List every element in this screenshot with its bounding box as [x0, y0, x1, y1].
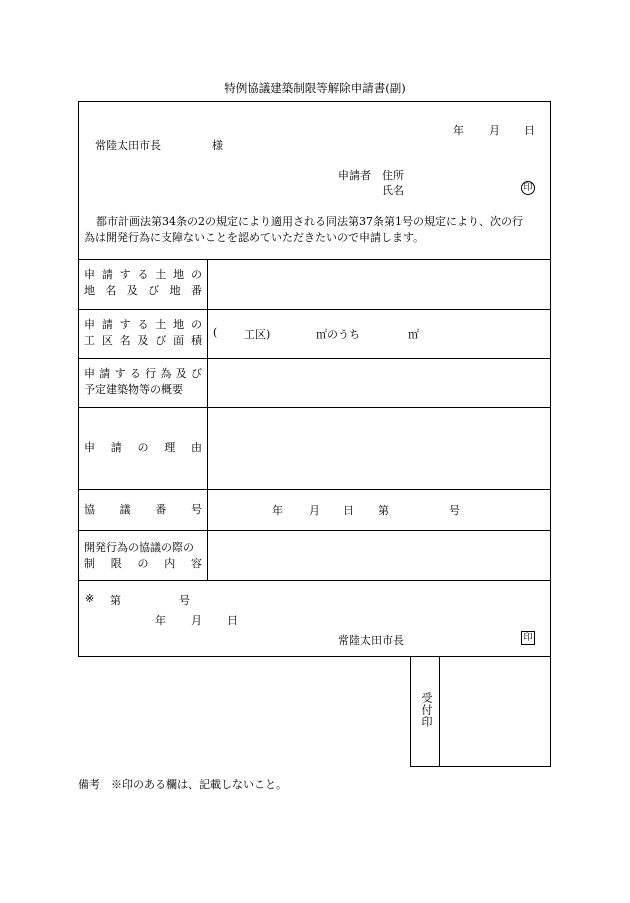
office-go: 号	[179, 594, 190, 607]
label-char: 地	[173, 318, 185, 331]
label-char: 請	[101, 268, 113, 281]
label-char: 土	[155, 318, 167, 331]
document-title: 特例協議建築制限等解除申請書(副)	[224, 81, 406, 95]
consult-day: 日	[343, 504, 354, 517]
applicant-label: 申請者	[338, 169, 371, 182]
divider	[78, 259, 551, 260]
label-char: 容	[191, 557, 202, 570]
label-char: 為	[160, 367, 172, 380]
date-day: 日	[524, 124, 535, 137]
address-label: 住所	[382, 169, 404, 182]
divider	[78, 580, 551, 581]
label-char: 申	[84, 441, 95, 454]
label-char: 面	[173, 334, 185, 347]
reason-label	[84, 440, 202, 456]
land-location-label	[84, 267, 202, 299]
application-text-line1: 都市計画法第34条の2の規定により適用される同法第37条第1号の規定により、次の行	[96, 215, 523, 228]
honorific: 様	[212, 139, 223, 152]
label-line	[84, 317, 202, 333]
label-line	[84, 440, 202, 456]
label-char: 請	[99, 367, 111, 380]
office-day: 日	[227, 614, 238, 627]
label-char: す	[119, 318, 131, 331]
column-divider	[207, 259, 208, 580]
divider	[78, 358, 551, 359]
label-char: 番	[190, 284, 202, 297]
reception-divider	[439, 657, 440, 767]
label-char: の	[190, 268, 202, 281]
consult-go: 号	[449, 504, 460, 517]
land-area-label	[84, 317, 202, 349]
label-line: 開発行為の協議の際の	[84, 541, 194, 554]
label-char: 理	[164, 441, 176, 454]
act-overview-label	[84, 366, 202, 398]
label-char: る	[137, 268, 149, 281]
consult-month: 月	[309, 504, 320, 517]
divider	[78, 309, 551, 310]
label-char: 地	[169, 284, 181, 297]
office-year: 年	[155, 614, 166, 627]
label-char: び	[148, 284, 160, 297]
label-char: の	[137, 441, 149, 454]
label-char: 申	[84, 367, 95, 380]
label-char: 議	[119, 503, 131, 516]
label-char: 積	[190, 334, 202, 347]
mayor-seal-icon: 印	[521, 631, 535, 645]
label-char: 名	[105, 284, 117, 297]
label-char: び	[155, 334, 167, 347]
label-line	[84, 267, 202, 283]
label-char: 及	[137, 334, 149, 347]
label-char: 申	[84, 268, 95, 281]
label-char: 土	[155, 268, 167, 281]
application-text-line2: 為は開発行為に支障ないことを認めていただきたいので申請します。	[84, 231, 425, 244]
label-char: 名	[119, 334, 131, 347]
note: 備考 ※印のある欄は、記載しないこと。	[78, 778, 287, 791]
consult-number-label	[84, 502, 202, 518]
label-char: 協	[84, 503, 95, 516]
label-char: 地	[173, 268, 185, 281]
label-char: び	[190, 367, 202, 380]
label-char: 工	[84, 334, 95, 347]
label-char: の	[190, 318, 202, 331]
label-char: 行	[145, 367, 157, 380]
restriction-label	[84, 540, 202, 572]
label-char: 地	[84, 284, 95, 297]
date-year: 年	[453, 124, 464, 137]
name-label: 氏名	[382, 184, 404, 197]
area-unit-total: ㎡のうち	[316, 328, 360, 341]
office-mark: ※	[85, 592, 95, 605]
label-char: の	[137, 557, 149, 570]
consult-year: 年	[272, 504, 283, 517]
label-char: 制	[84, 557, 95, 570]
label-char: 及	[126, 284, 138, 297]
addressee: 常陸太田市長	[95, 139, 161, 152]
label-char: す	[119, 268, 131, 281]
office-mayor: 常陸太田市長	[338, 634, 404, 647]
divider	[78, 489, 551, 490]
label-char: す	[114, 367, 126, 380]
office-dai: 第	[110, 594, 121, 607]
label-char: 請	[110, 441, 122, 454]
label-char: 請	[101, 318, 113, 331]
label-char: 申	[84, 318, 95, 331]
label-char: 号	[190, 503, 202, 516]
office-month: 月	[191, 614, 202, 627]
area-open-paren: (	[213, 326, 218, 339]
label-char: る	[137, 318, 149, 331]
label-char: 区	[101, 334, 113, 347]
label-char: る	[129, 367, 141, 380]
label-char: 及	[175, 367, 187, 380]
label-char: 限	[110, 557, 122, 570]
date-month: 月	[489, 124, 500, 137]
consult-dai: 第	[378, 504, 389, 517]
label-line	[84, 283, 202, 299]
reception-label: 受付印	[420, 692, 433, 728]
label-char: 番	[155, 503, 167, 516]
area-ku: 工区)	[244, 328, 271, 341]
divider	[78, 407, 551, 408]
applicant-seal-icon: 印	[521, 181, 535, 195]
label-char: 内	[164, 557, 176, 570]
label-line	[84, 333, 202, 349]
label-line	[84, 502, 202, 518]
label-line	[84, 556, 202, 572]
label-line: 予定建築物等の概要	[84, 383, 183, 396]
divider	[78, 530, 551, 531]
label-char: 由	[191, 441, 202, 454]
area-unit-part: ㎡	[408, 328, 419, 341]
label-line	[84, 366, 202, 382]
